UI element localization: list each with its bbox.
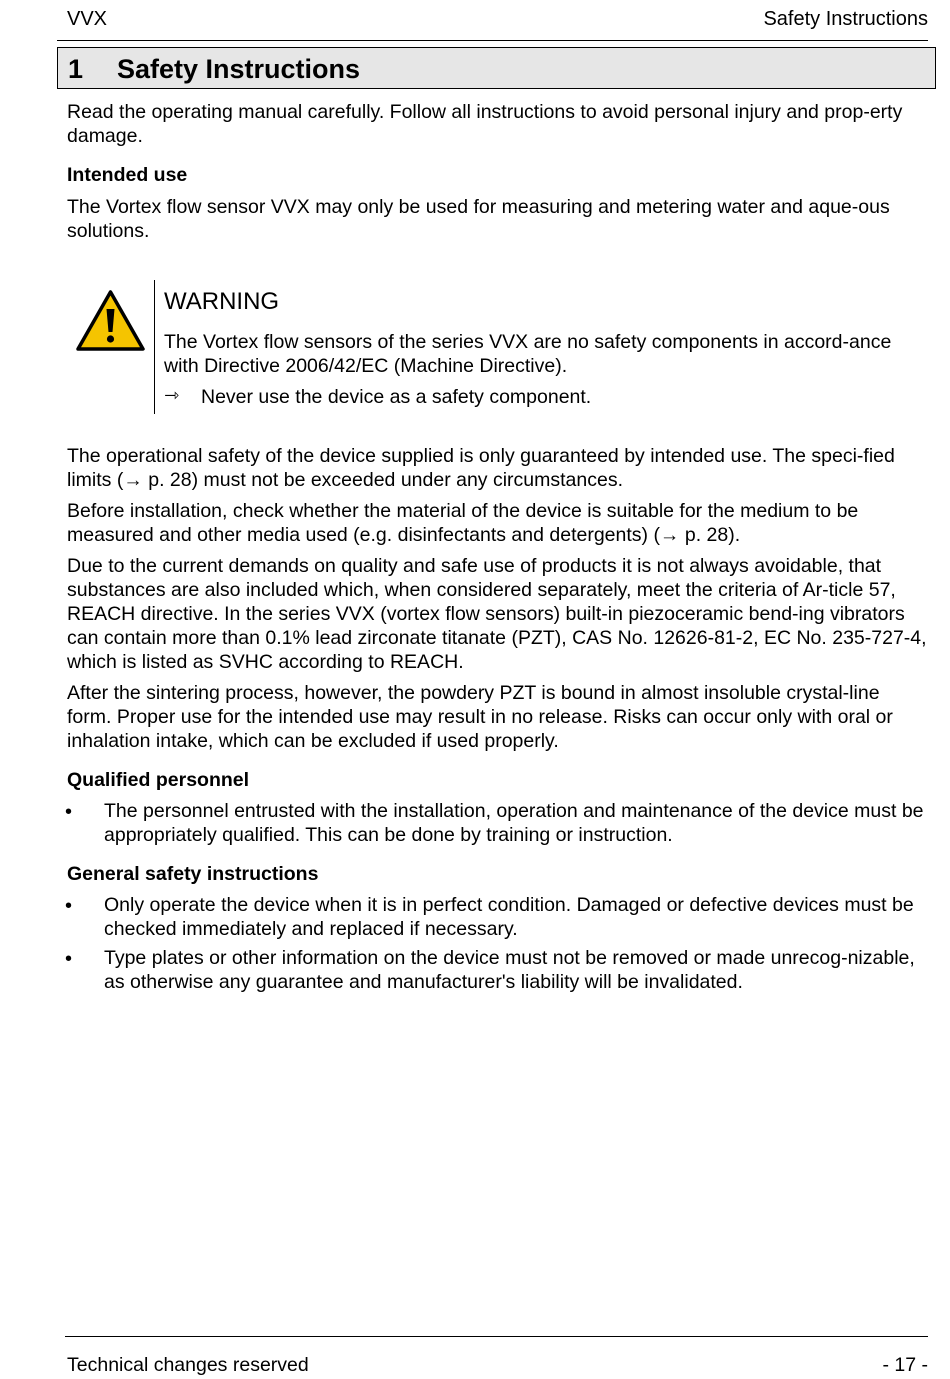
chapter-heading [57, 47, 936, 89]
footer-divider [65, 1336, 928, 1337]
list-item: The personnel entrusted with the installation, operation and maintenance of the device must be appropriately qualified. This can be done by training or instruction. [104, 800, 924, 846]
paragraph-sintering: After the sintering process, however, the powdery PZT is bound in almost insoluble crystal-line form. Proper use for the intended use may result in no release. Risks can occur only with oral or inhalation intake, which can be excluded if used properly. [67, 682, 893, 752]
warning-action-step: Never use the device as a safety component. [201, 386, 592, 408]
intended-use-text: The Vortex flow sensor VVX may only be used for measuring and metering water and aque-ous solutions. [67, 196, 890, 242]
footer-note: Technical changes reserved [67, 1354, 309, 1376]
intro-paragraph: Read the operating manual carefully. Follow all instructions to avoid personal injury and prop-erty damage. [67, 101, 903, 147]
bullet-icon: • [65, 948, 73, 970]
warning-title: WARNING [164, 288, 280, 315]
paragraph-reach: Due to the current demands on quality and safe use of products it is not always avoidable, that substances are also included which, when considered separately, meet the criteria of Ar-ticle 57, REACH directive. In the series VVX (vortex flow sensors) built-in piezoceramic bend-ing vibrators can contain more than 0.1% lead zirconate titanate (PZT), CAS No. 12626-81-2, EC No. 235-727-4, which is listed as SVHC according to REACH. [67, 555, 927, 673]
warning-triangle-icon [76, 290, 145, 352]
paragraph-operational-safety: The operational safety of the device supplied is only guaranteed by intended use. The speci-fied limits (→ p. 28) must not be exceeded under any circumstances. [67, 445, 895, 491]
action-arrow-icon: ⇾ [164, 385, 180, 405]
warning-divider [154, 280, 155, 414]
chapter-number: 1 [68, 54, 84, 84]
list-item: Type plates or other information on the device must not be removed or made unrecog-nizable, as otherwise any guarantee and manufacturer's liability will be invalidated. [104, 947, 915, 993]
qualified-personnel-heading: Qualified personnel [67, 769, 250, 791]
bullet-icon: • [65, 801, 73, 823]
header-section: Safety Instructions [763, 8, 928, 30]
bullet-icon: • [65, 895, 73, 917]
page-number: - 17 - [882, 1354, 928, 1376]
header-divider [57, 40, 928, 41]
paragraph-material-check: Before installation, check whether the material of the device is suitable for the medium to be measured and other media used (e.g. disinfectants and detergents) (→ p. 28). [67, 500, 859, 546]
list-item: Only operate the device when it is in perfect condition. Damaged or defective devices must be checked immediately and replaced if necessary. [104, 894, 914, 940]
header-product: VVX [67, 8, 108, 30]
intended-use-heading: Intended use [67, 164, 188, 186]
chapter-title: Safety Instructions [117, 54, 361, 84]
warning-text: The Vortex flow sensors of the series VVX are no safety components in accord-ance with Directive 2006/42/EC (Machine Directive). [164, 331, 892, 377]
general-safety-heading: General safety instructions [67, 863, 319, 885]
